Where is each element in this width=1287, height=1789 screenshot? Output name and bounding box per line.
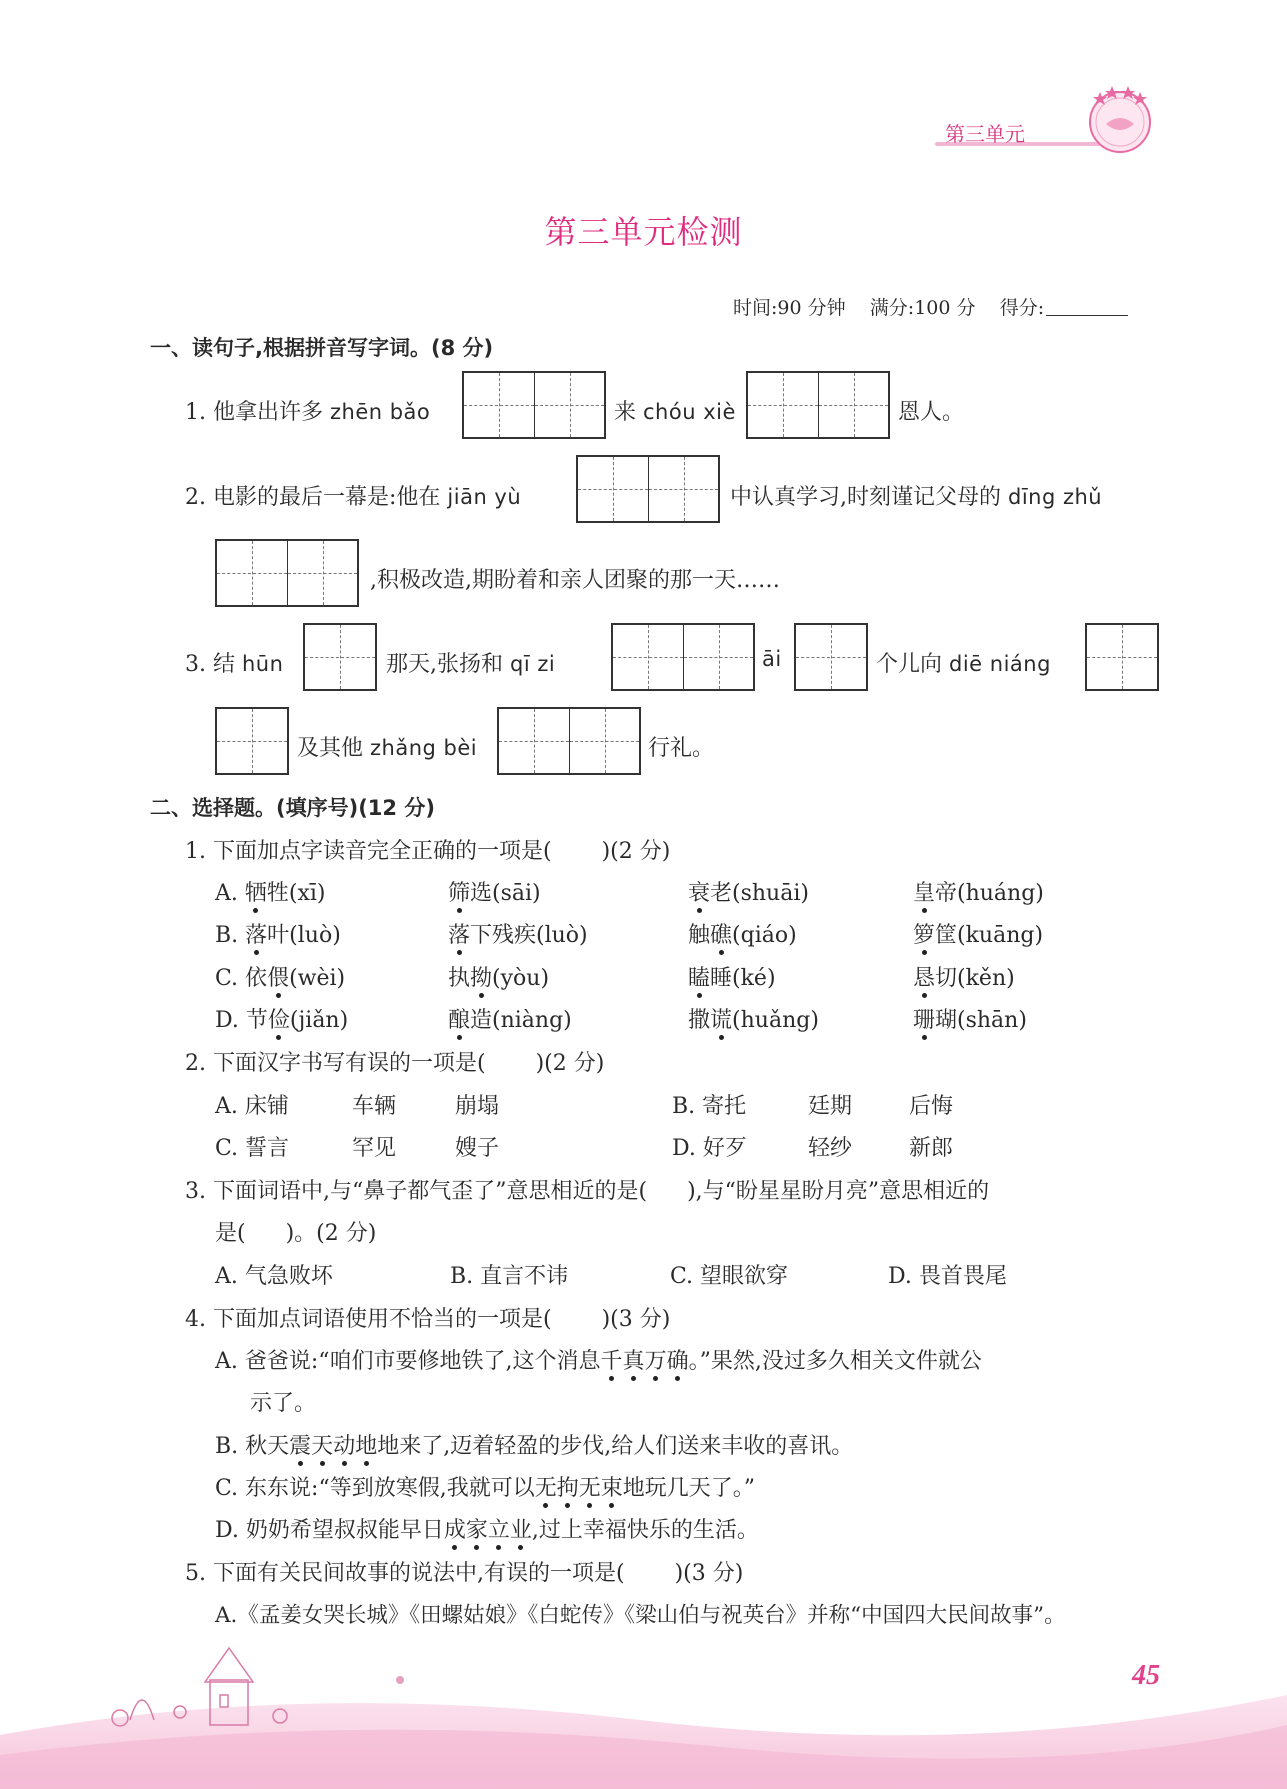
dotted-char: 牺 — [244, 881, 267, 906]
s2-q2-option-b: B. 寄托 — [672, 1094, 747, 1119]
s2-q1-option-a-4: 皇帝(huáng) — [913, 881, 1044, 906]
footer-decoration — [0, 1640, 1287, 1789]
section-1-heading: 一、读句子,根据拼音写字词。(8 分) — [150, 336, 494, 360]
dotted-char: 天 — [311, 1434, 334, 1459]
s2-q1-option-c-2: 执拗(yòu) — [448, 966, 550, 991]
dotted-char: 恳 — [913, 966, 936, 991]
s2-q2-stem — [185, 1046, 604, 1077]
dotted-char: 真 — [622, 1349, 645, 1374]
dotted-char: 拗 — [470, 966, 493, 991]
s1-q1-answer-box-2[interactable] — [746, 371, 890, 439]
s2-q5-stem-text: 5. 下面有关民间故事的说法中,有误的一项是( — [185, 1561, 625, 1586]
s2-q3-stem-b: ),与“盼星星盼月亮”意思相近的 — [687, 1179, 990, 1204]
s1-q2-text-b — [730, 480, 1102, 511]
s1-q3-mid-2: 个儿向 — [876, 652, 943, 677]
s2-q2-option-a: A. 床铺 — [215, 1094, 289, 1119]
s2-q1-stem — [185, 834, 670, 865]
dotted-char: 礁 — [710, 923, 733, 948]
dotted-char: 地 — [355, 1434, 378, 1459]
dotted-char: 束 — [600, 1476, 623, 1501]
s1-q3-answer-box-2[interactable] — [611, 623, 755, 691]
dotted-char: 成 — [443, 1518, 466, 1543]
dotted-char: 立 — [487, 1518, 510, 1543]
dotted-char: 衰 — [688, 881, 711, 906]
s1-q3-lead: 3. 结 — [185, 652, 235, 677]
exam-meta — [733, 293, 1128, 320]
s1-q2-pinyin-2: dīng zhǔ — [1008, 485, 1103, 509]
s2-q1-option-c-4: 恳切(kěn) — [913, 966, 1015, 991]
s2-q4-option-d: D. 奶奶希望叔叔能早日成家立业,过上幸福快乐的生活。 — [215, 1518, 759, 1543]
s1-q2-pinyin-1: jiān yù — [447, 485, 522, 509]
s2-q1-option-b-1: B. 落叶(luò) — [215, 923, 341, 948]
unit-label: 第三单元 — [945, 122, 1025, 146]
s2-q2-option-c: C. 誓言 — [215, 1136, 290, 1161]
s2-q2-option-b-w2: 廷期 — [808, 1094, 853, 1119]
s2-q1-option-a-1: A. 牺牲(xī) — [215, 881, 326, 906]
s2-q1-option-b-4: 箩筐(kuāng) — [913, 923, 1044, 948]
s2-q3-stem-a: 3. 下面词语中,与“鼻子都气歪了”意思相近的是( — [185, 1179, 648, 1204]
s1-q1-text-a — [185, 395, 430, 426]
dotted-char: 千 — [600, 1349, 623, 1374]
s1-q3-text-c — [762, 647, 782, 672]
s1-q3-mid: 那天,张扬和 — [386, 652, 503, 677]
dotted-char: 万 — [644, 1349, 667, 1374]
s2-q5-score: )(3 分) — [674, 1561, 744, 1586]
s1-q2-text-a — [185, 480, 521, 511]
dotted-char: 动 — [333, 1434, 356, 1459]
s1-q1-answer-box-1[interactable] — [462, 371, 606, 439]
s2-q1-stem-text: 1. 下面加点字读音完全正确的一项是( — [185, 839, 552, 864]
s2-q5-stem — [185, 1556, 743, 1587]
s2-q2-option-a-w2: 车辆 — [352, 1094, 397, 1119]
s1-q3-text-b — [386, 647, 555, 678]
s2-q2-option-b-w3: 后悔 — [909, 1094, 954, 1119]
s2-q3-stem-c: 是( — [215, 1221, 246, 1246]
dotted-char: 谎 — [710, 1008, 733, 1033]
s1-q3-answer-box-5[interactable] — [215, 707, 289, 775]
s2-q1-option-b-3: 触礁(qiáo) — [688, 923, 797, 948]
s2-q4-option-a-cont: 示了。 — [250, 1391, 317, 1416]
s2-q1-option-d-1: D. 节俭(jiǎn) — [215, 1008, 349, 1033]
s2-q4-score: )(3 分) — [601, 1307, 671, 1332]
full-score: 满分:100 分 — [869, 297, 976, 319]
s1-q1-pinyin-2: chóu xiè — [643, 400, 736, 424]
s2-q4-stem — [185, 1302, 670, 1333]
time-limit: 时间:90 分钟 — [733, 297, 846, 319]
s1-q3-answer-box-4[interactable] — [1085, 623, 1159, 691]
dotted-char: 无 — [534, 1476, 557, 1501]
s1-q2-mid: 中认真学习,时刻谨记父母的 — [730, 485, 1001, 510]
section-2-heading: 二、选择题。(填序号)(12 分) — [150, 796, 435, 820]
s1-q2-answer-box-2[interactable] — [215, 539, 359, 607]
dotted-char: 家 — [465, 1518, 488, 1543]
s1-q2-end: ,积极改造,期盼着和亲人团聚的那一天…… — [370, 568, 780, 593]
s1-q3-end: 行礼。 — [648, 736, 715, 761]
s1-q3-answer-box-6[interactable] — [497, 707, 641, 775]
s2-q3-stem-d: )。(2 分) — [285, 1221, 377, 1246]
s2-q1-option-d-2: 酿造(niàng) — [448, 1008, 572, 1033]
s2-q3-stem-cont — [215, 1216, 376, 1247]
s2-q1-option-b-2: 落下残疾(luò) — [448, 923, 588, 948]
crown-badge-icon — [1080, 78, 1160, 158]
s1-q1-pinyin-1: zhēn bǎo — [329, 400, 431, 424]
s2-q3-stem — [185, 1174, 989, 1205]
s1-q3-text-d — [876, 647, 1051, 678]
dotted-char: 瞌 — [688, 966, 711, 991]
s1-q3-mid-3: 及其他 — [297, 736, 364, 761]
s2-q3-option-b: B. 直言不讳 — [450, 1264, 569, 1289]
page-title: 第三单元检测 — [544, 213, 743, 251]
dotted-char: 业 — [509, 1518, 532, 1543]
s1-q1-lead: 1. 他拿出许多 — [185, 400, 323, 425]
s1-q3-pinyin-3: āi — [762, 647, 782, 671]
dotted-char: 落 — [245, 923, 268, 948]
s1-q2-lead: 2. 电影的最后一幕是:他在 — [185, 485, 441, 510]
s2-q4-option-c: C. 东东说:“等到放寒假,我就可以无拘无束地玩几天了。” — [215, 1476, 756, 1501]
dotted-char: 落 — [448, 923, 471, 948]
s2-q1-option-c-1: C. 依偎(wèi) — [215, 966, 346, 991]
s1-q3-pinyin-2: qī zi — [510, 652, 556, 676]
s1-q1-end: 恩人。 — [898, 400, 965, 425]
s2-q3-option-a: A. 气急败坏 — [215, 1264, 333, 1289]
s2-q1-score: )(2 分) — [601, 839, 671, 864]
s2-q2-option-c-w2: 罕见 — [352, 1136, 397, 1161]
score-blank[interactable] — [1046, 297, 1128, 316]
s1-q3-pinyin-1: hūn — [241, 652, 284, 676]
s2-q2-option-d-w3: 新郎 — [909, 1136, 954, 1161]
s2-q2-score: )(2 分) — [535, 1051, 605, 1076]
s1-q3-text-a — [185, 647, 283, 678]
dotted-char: 皇 — [913, 881, 936, 906]
s2-q1-option-a-3: 衰老(shuāi) — [688, 881, 809, 906]
s2-q5-option-a: A.《孟姜女哭长城》《田螺姑娘》《白蛇传》《梁山伯与祝英台》并称“中国四大民间故事”。 — [215, 1603, 1066, 1628]
s2-q4-option-b: B. 秋天震天动地地来了,迈着轻盈的步伐,给人们送来丰收的喜讯。 — [215, 1434, 854, 1459]
dotted-char: 拘 — [556, 1476, 579, 1501]
s1-q3-answer-box-1[interactable] — [303, 623, 377, 691]
dotted-char: 俭 — [267, 1008, 290, 1033]
s2-q2-option-c-w3: 嫂子 — [455, 1136, 500, 1161]
dotted-char: 偎 — [267, 966, 290, 991]
s2-q3-option-d: D. 畏首畏尾 — [888, 1264, 1007, 1289]
s2-q2-option-d-w2: 轻纱 — [808, 1136, 853, 1161]
s2-q1-option-c-3: 瞌睡(ké) — [688, 966, 776, 991]
s2-q1-option-a-2: 筛选(sāi) — [448, 881, 541, 906]
s2-q4-stem-text: 4. 下面加点词语使用不恰当的一项是( — [185, 1307, 552, 1332]
s2-q1-option-d-4: 珊瑚(shān) — [913, 1008, 1027, 1033]
s2-q2-option-d: D. 好歹 — [672, 1136, 747, 1161]
s1-q3-text-e — [297, 731, 477, 762]
dotted-char: 无 — [578, 1476, 601, 1501]
s1-q3-pinyin-4: diē niáng — [949, 652, 1051, 676]
dotted-char: 筛 — [448, 881, 471, 906]
s1-q3-pinyin-5: zhǎng bèi — [370, 736, 478, 760]
dotted-char: 酿 — [448, 1008, 471, 1033]
s1-q1-text-b — [614, 395, 736, 426]
s2-q2-stem-text: 2. 下面汉字书写有误的一项是( — [185, 1051, 486, 1076]
s2-q2-option-a-w3: 崩塌 — [455, 1094, 500, 1119]
dotted-char: 震 — [289, 1434, 312, 1459]
s1-q2-answer-box-1[interactable] — [576, 455, 720, 523]
dotted-char: 箩 — [913, 923, 936, 948]
score-label: 得分: — [999, 297, 1045, 319]
s2-q1-option-d-3: 撒谎(huǎng) — [688, 1008, 819, 1033]
s2-q4-option-a: A. 爸爸说:“咱们市要修地铁了,这个消息千真万确。”果然,没过多久相关文件就公 — [215, 1349, 982, 1374]
dotted-char: 确 — [666, 1349, 689, 1374]
page-number: 45 — [1132, 1660, 1160, 1691]
dotted-char: 珊 — [913, 1008, 936, 1033]
s1-q1-mid: 来 — [614, 400, 637, 425]
s2-q3-option-c: C. 望眼欲穿 — [670, 1264, 789, 1289]
s1-q3-answer-box-3[interactable] — [794, 623, 868, 691]
